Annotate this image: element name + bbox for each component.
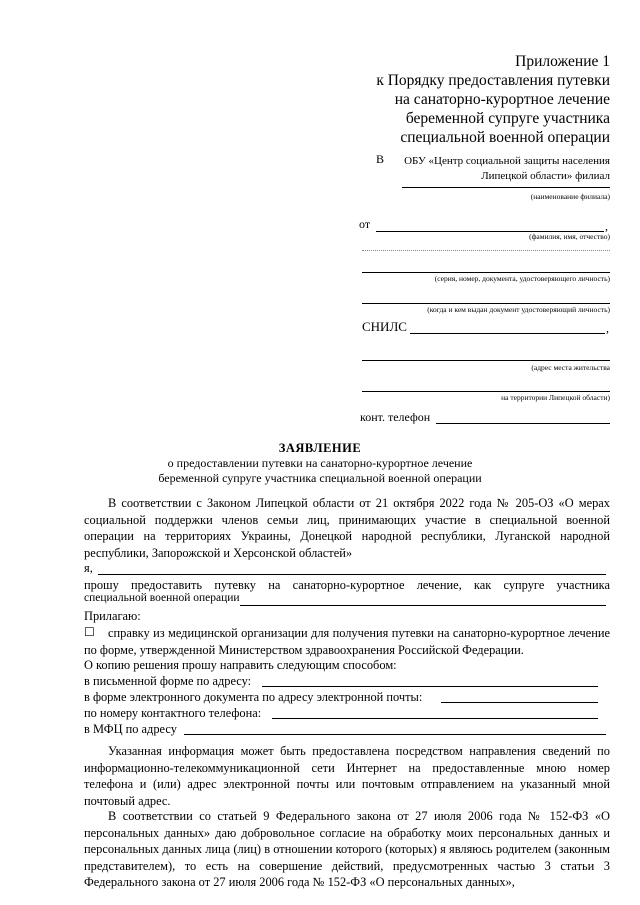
request-field[interactable] [240,605,606,606]
appendix-line: к Порядку предоставления путевки [376,72,610,89]
applicant-name-field[interactable] [98,574,606,575]
contact-phone-field[interactable] [272,718,598,719]
appendix-line: беременной супруге участника [405,110,610,127]
attach-label: Прилагаю: [84,609,141,623]
doc-field[interactable] [362,272,610,273]
document-heading: ЗАЯВЛЕНИЕ [278,441,362,455]
document-subtitle: беременной супруге участника специальной военной операции [158,471,482,485]
territory-caption: на территории Липецкой области) [501,393,610,402]
appendix-title: Приложение 1 [515,53,610,70]
mail-address-field[interactable] [262,686,598,687]
snils-field[interactable] [410,333,605,334]
attach-checkbox[interactable]: ☐ [84,625,95,639]
snils-label: СНИЛС [362,319,407,334]
fio-field-2[interactable] [362,250,610,251]
residence-caption: (адрес места жительства [531,363,610,372]
method-email: в форме электронного документа по адресу электронной почты: [84,690,423,704]
org-name-line1: ОБУ «Центр социальной защиты населения [404,155,610,167]
issued-caption: (когда и кем выдан документ удостоверяющий личность) [427,305,610,314]
phone-field[interactable] [436,423,610,424]
mfc-address-field[interactable] [184,734,606,735]
appendix-line: на санаторно-курортное лечение [394,91,610,108]
law-paragraph: В соответствии с Законом Липецкой области от 21 октября 2022 года № 205-ОЗ «О мерах социальной поддержки членов семьи лиц, принимающих участие в специальной военной операции на территориях Украины, Донецкой народной республики, Луганской народной республики, Запорожской и Херсонской областей» [84,496,610,560]
territory-field[interactable] [362,391,610,392]
fio-caption: (фамилия, имя, отчество) [529,232,610,241]
residence-field[interactable] [362,360,610,361]
phone-label: конт. телефон [360,410,431,424]
addressee-prefix: В [376,152,385,166]
consent-paragraph: В соответствии со статьей 9 Федерального закона от 27 июля 2006 года № 152-ФЗ «О персональных данных» даю добровольное согласие на обработку моих персональных данных и персональных данных лица (лиц) в отношении которого (которых) я являюсь родителем (законным представителем), то есть на совершение действий, предусмотренных частью 3 статьи 3 Федерального закона от 27 июля 2006 года № 152-ФЗ «О персональных данных», [84,809,610,890]
comma: , [605,219,608,233]
branch-caption: (наименование филиала) [530,192,610,201]
document-subtitle: о предоставлении путевки на санаторно-курортное лечение [167,456,473,470]
ya-label: я, [84,561,93,575]
org-name-line2: Липецкой области» филиал [481,170,610,182]
branch-field[interactable] [402,187,610,188]
email-field[interactable] [441,702,598,703]
copy-method: О копию решения прошу направить следующим способом: [84,658,397,672]
attach-item: справку из медицинской организации для получения путевки на санаторно-курортное лечение по форме, утвержденной Министерством здравоохранения Российской Федерации. [84,626,610,657]
method-phone: по номеру контактного телефона: [84,706,262,720]
info-paragraph: Указанная информация может быть предоставлена посредством направления сведений по информационно-телекоммуникационной сети Интернет на предоставленные мною номер телефона и (или) адрес электронной почты или почтовым отправлением на указанный мной почтовый адрес. [84,744,610,808]
doc-caption: (серия, номер, документа, удостоверяющего личность) [434,274,610,283]
request-line-2: специальной военной операции [84,592,240,604]
method-mail: в письменной форме по адресу: [84,674,252,688]
issued-field[interactable] [362,303,610,304]
comma: , [606,321,609,335]
request-line: прошу предоставить путевку на санаторно-курортное лечение, как супруге участника [84,578,610,592]
from-label: от [359,217,371,231]
method-mfc: в МФЦ по адресу [84,722,177,736]
appendix-line: специальной военной операции [400,129,610,146]
